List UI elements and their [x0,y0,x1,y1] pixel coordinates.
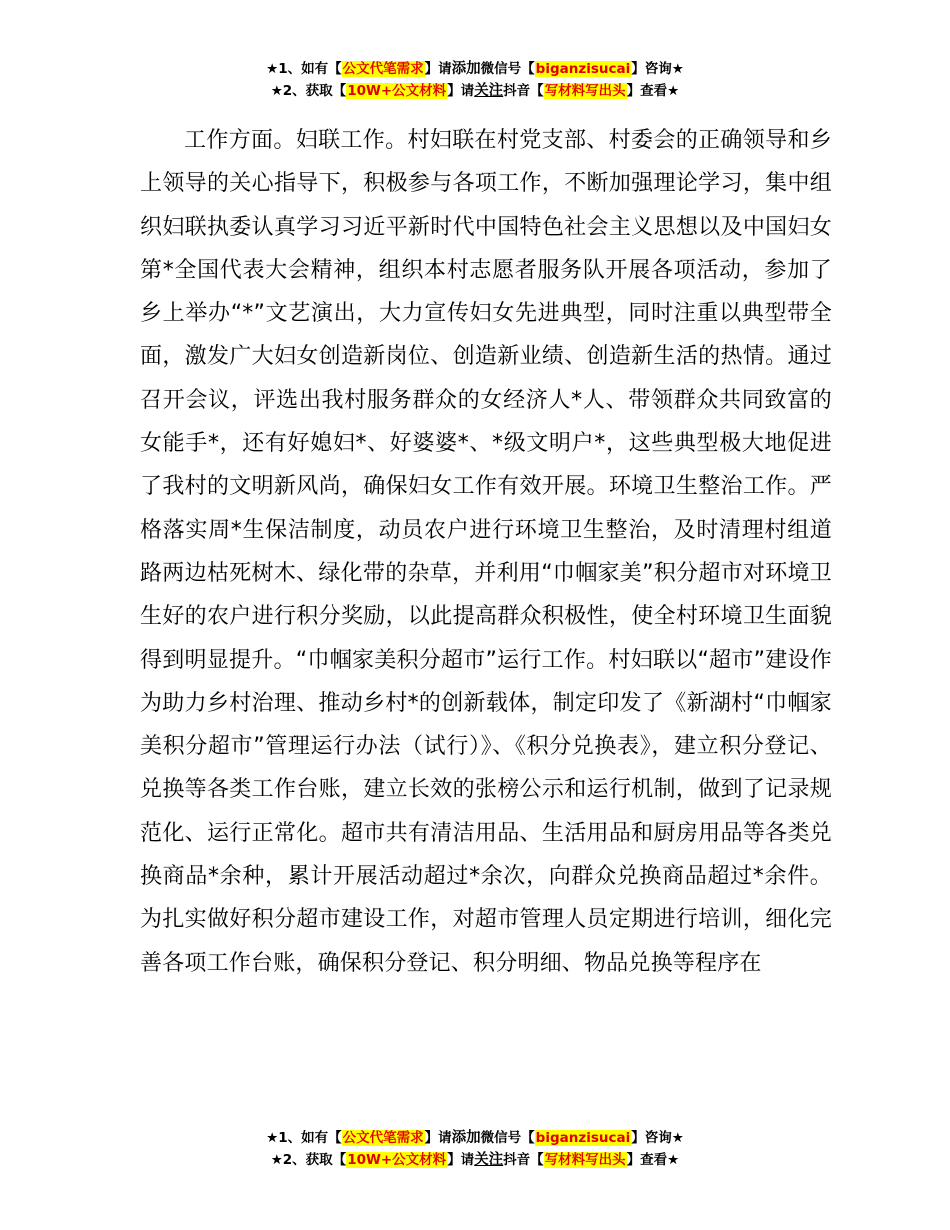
banner-text: 微信号【 [480,1130,535,1146]
banner-text: 】请 [424,61,452,77]
banner-line-2 [0,1149,950,1171]
highlight-service: 公文代笔需求 [342,61,424,77]
highlight-douyin-account: 写材料写出头 [544,83,626,99]
banner-text: 微信号【 [480,61,535,77]
banner-text: ★1、如有【 [266,61,342,77]
banner-text: 抖音【 [503,1152,544,1168]
banner-text: 】查看★ [626,1152,680,1168]
footer-banner [0,1127,950,1171]
banner-text: ★2、获取【 [270,1152,347,1168]
highlight-service: 公文代笔需求 [342,1130,424,1146]
highlight-materials: 10W+公文材料 [347,83,447,99]
banner-text: 】请 [447,1152,475,1168]
banner-emphasis: 关注 [474,1152,504,1168]
banner-text: 】请 [424,1130,452,1146]
banner-text: 】查看★ [626,83,680,99]
header-banner [0,58,950,102]
banner-emphasis: 添加 [451,1130,481,1146]
document-body [140,119,832,985]
banner-text: 抖音【 [503,83,544,99]
banner-emphasis: 关注 [474,83,504,99]
banner-line-2 [0,80,950,102]
banner-text: ★2、获取【 [270,83,347,99]
banner-text: 】咨询★ [631,1130,684,1146]
banner-text: 】咨询★ [631,61,684,77]
highlight-wechat-id: biganzisucai [535,61,631,77]
highlight-materials: 10W+公文材料 [347,1152,447,1168]
highlight-douyin-account: 写材料写出头 [544,1152,626,1168]
banner-text: ★1、如有【 [266,1130,342,1146]
body-paragraph: 工作方面。妇联工作。村妇联在村党支部、村委会的正确领导和乡上领导的关心指导下，积极参与各项工作，不断加强理论学习，集中组织妇联执委认真学习习近平新时代中国特色社会主义思想以及中国妇女第*全国代表大会精神，组织本村志愿者服务队开展各项活动，参加了乡上举办“*”文艺演出，大力宣传妇女先进典型，同时注重以典型带全面，激发广大妇女创造新岗位、创造新业绩、创造新生活的热情。通过召开会议，评选出我村服务群众的女经济人*人、带领群众共同致富的女能手*，还有好媳妇*、好婆婆*、*级文明户*，这些典型极大地促进了我村的文明新风尚，确保妇女工作有效开展。环境卫生整治工作。严格落实周*生保洁制度，动员农户进行环境卫生整治，及时清理村组道路两边枯死树木、绿化带的杂草，并利用“巾帼家美”积分超市对环境卫生好的农户进行积分奖励，以此提高群众积极性，使全村环境卫生面貌得到明显提升。“巾帼家美积分超市”运行工作。村妇联以“超市”建设作为助力乡村治理、推动乡村*的创新载体，制定印发了《新湖村“巾帼家美积分超市”管理运行办法（试行）》、《积分兑换表》，建立积分登记、兑换等各类工作台账，建立长效的张榜公示和运行机制，做到了记录规范化、运行正常化。超市共有清洁用品、生活用品和厨房用品等各类兑换商品*余种，累计开展活动超过*余次，向群众兑换商品超过*余件。为扎实做好积分超市建设工作，对超市管理人员定期进行培训，细化完善各项工作台账，确保积分登记、积分明细、物品兑换等程序在 [140,128,832,976]
banner-text: 】请 [447,83,475,99]
banner-line-1 [0,1127,950,1149]
banner-emphasis: 添加 [451,61,481,77]
highlight-wechat-id: biganzisucai [535,1130,631,1146]
banner-line-1 [0,58,950,80]
